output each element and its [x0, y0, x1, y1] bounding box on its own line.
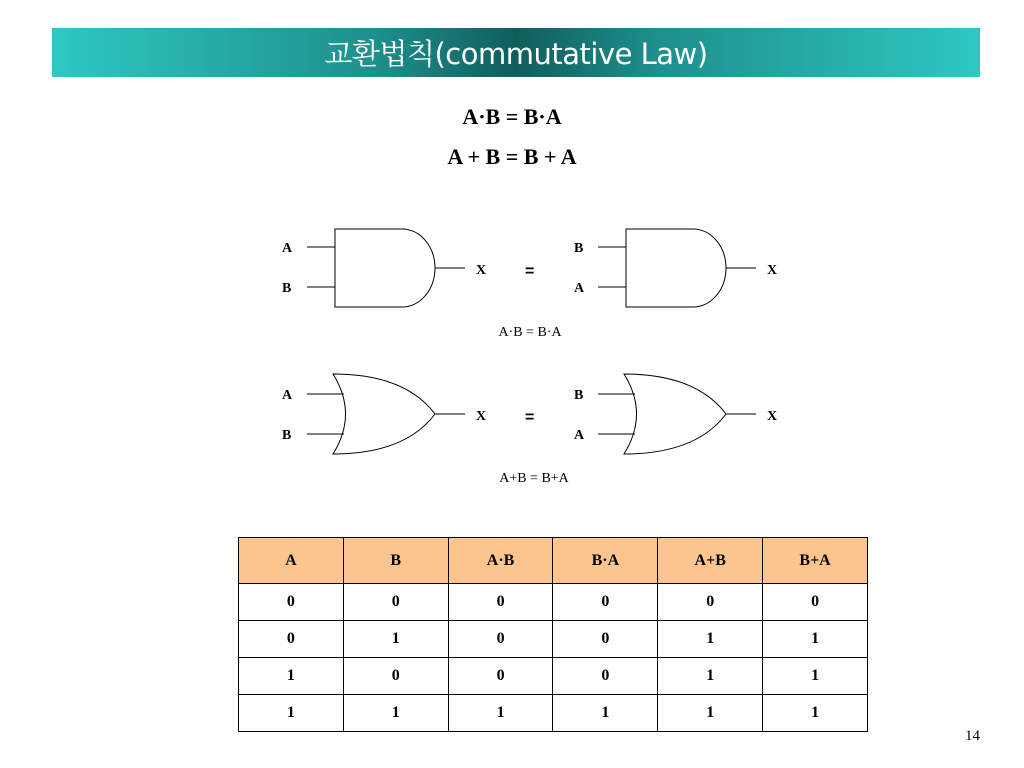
and-gate-left [307, 229, 465, 307]
table-cell: 0 [553, 584, 658, 621]
table-cell: 1 [763, 658, 868, 695]
table-cell: 1 [239, 695, 344, 732]
table-cell: 1 [658, 695, 763, 732]
or-right-output: X [767, 409, 778, 424]
table-cell: 0 [553, 621, 658, 658]
truth-table [238, 537, 868, 732]
table-row [239, 658, 868, 695]
formula-and: A·B = B·A [462, 104, 562, 129]
table-cell: 0 [553, 658, 658, 695]
or-left-input-b: B [282, 428, 292, 443]
and-right-output: X [767, 263, 778, 278]
header-a-and-b: A·B [448, 538, 553, 584]
slide-title: 교환법칙(commutative Law) [324, 37, 708, 71]
table-cell: 0 [448, 621, 553, 658]
and-right-input-a: A [574, 281, 585, 296]
header-b-or-a: B+A [763, 538, 868, 584]
table-cell: 0 [343, 658, 448, 695]
page-number: 14 [965, 728, 980, 744]
or-left-input-a: A [282, 388, 293, 403]
table-row [239, 695, 868, 732]
or-right-input-a: A [574, 428, 585, 443]
table-cell: 0 [239, 584, 344, 621]
and-gate-right [598, 229, 756, 307]
table-cell: 0 [448, 658, 553, 695]
and-equals-sign: = [525, 263, 535, 280]
or-gate-right [598, 374, 756, 454]
table-cell: 0 [763, 584, 868, 621]
table-row [239, 621, 868, 658]
and-left-output: X [476, 263, 487, 278]
truth-table-header-row [239, 538, 868, 584]
table-cell: 0 [658, 584, 763, 621]
formula-or: A + B = B + A [447, 144, 577, 169]
table-cell: 0 [448, 584, 553, 621]
table-row [239, 584, 868, 621]
table-cell: 1 [343, 621, 448, 658]
and-caption: A·B = B·A [498, 325, 562, 340]
table-cell: 0 [343, 584, 448, 621]
table-cell: 1 [658, 621, 763, 658]
and-left-input-b: B [282, 281, 292, 296]
and-left-input-a: A [282, 241, 293, 256]
table-cell: 0 [239, 621, 344, 658]
table-cell: 1 [763, 621, 868, 658]
header-a-or-b: A+B [658, 538, 763, 584]
header-b: B [343, 538, 448, 584]
header-b-and-a: B·A [553, 538, 658, 584]
and-right-input-b: B [574, 241, 584, 256]
header-a: A [239, 538, 344, 584]
table-cell: 1 [343, 695, 448, 732]
table-cell: 1 [448, 695, 553, 732]
table-cell: 1 [239, 658, 344, 695]
or-equals-sign: = [525, 409, 535, 426]
or-left-output: X [476, 409, 487, 424]
table-cell: 1 [658, 658, 763, 695]
table-cell: 1 [553, 695, 658, 732]
or-gate-left [307, 374, 465, 454]
table-cell: 1 [763, 695, 868, 732]
or-right-input-b: B [574, 388, 584, 403]
or-caption: A+B = B+A [499, 471, 569, 486]
